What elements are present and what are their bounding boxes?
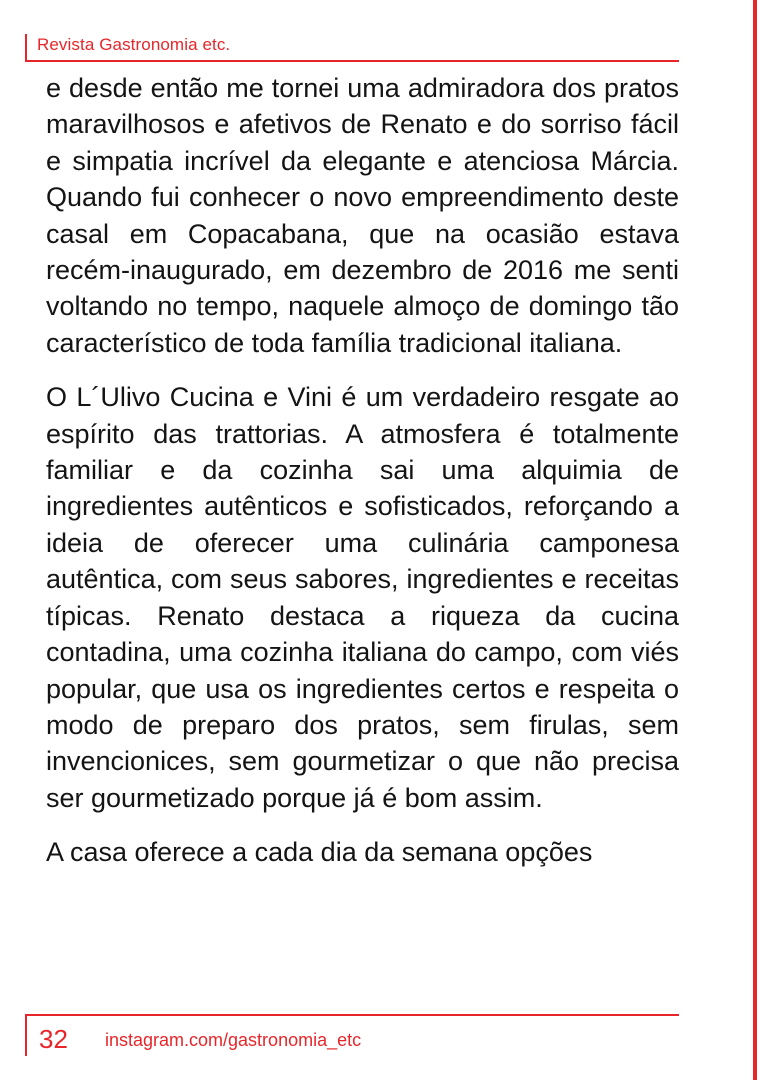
page-number: 32 bbox=[39, 1024, 68, 1054]
paragraph-3: A casa oferece a cada dia da semana opções bbox=[46, 837, 593, 868]
article-body bbox=[46, 70, 679, 889]
paragraph-1: e desde então me tornei uma admiradora dos pratos maravilhosos e afetivos de Renato e do sorriso fácil e simpatia incrível da elegante e atenciosa Márcia. Quando fui conhecer o novo empreendimento deste casal em Copacabana, que na ocasião estava recém-inaugurado, em dezembro de 2016 me senti voltando no tempo, naquele almoço de domingo tão característico de toda família tradicional italiana. bbox=[46, 73, 679, 358]
instagram-handle-link[interactable]: instagram.com/gastronomia_etc bbox=[105, 1030, 362, 1050]
header-rule bbox=[25, 60, 679, 62]
footer-rule bbox=[25, 1014, 679, 1016]
running-footer bbox=[25, 1014, 679, 1058]
header-tick-mark bbox=[25, 34, 27, 60]
running-header bbox=[25, 34, 679, 64]
footer-tick-mark bbox=[25, 1014, 27, 1056]
page-edge-rule bbox=[753, 0, 757, 1080]
magazine-title: Revista Gastronomia etc. bbox=[37, 35, 231, 54]
paragraph-2: O L´Ulivo Cucina e Vini é um verdadeiro resgate ao espírito das trattorias. A atmosfera é totalmente familiar e da cozinha sai uma alquimia de ingredientes autênticos e sofisticados, reforçando a ideia de oferecer uma culinária camponesa autêntica, com seus sabores, ingredientes e receitas típicas. Renato destaca a riqueza da cucina contadina, uma cozinha italiana do campo, com viés popular, que usa os ingredientes certos e respeita o modo de preparo dos pratos, sem firulas, sem invencionices, sem gourmetizar o que não precisa ser gourmetizado porque já é bom assim. bbox=[46, 382, 679, 813]
